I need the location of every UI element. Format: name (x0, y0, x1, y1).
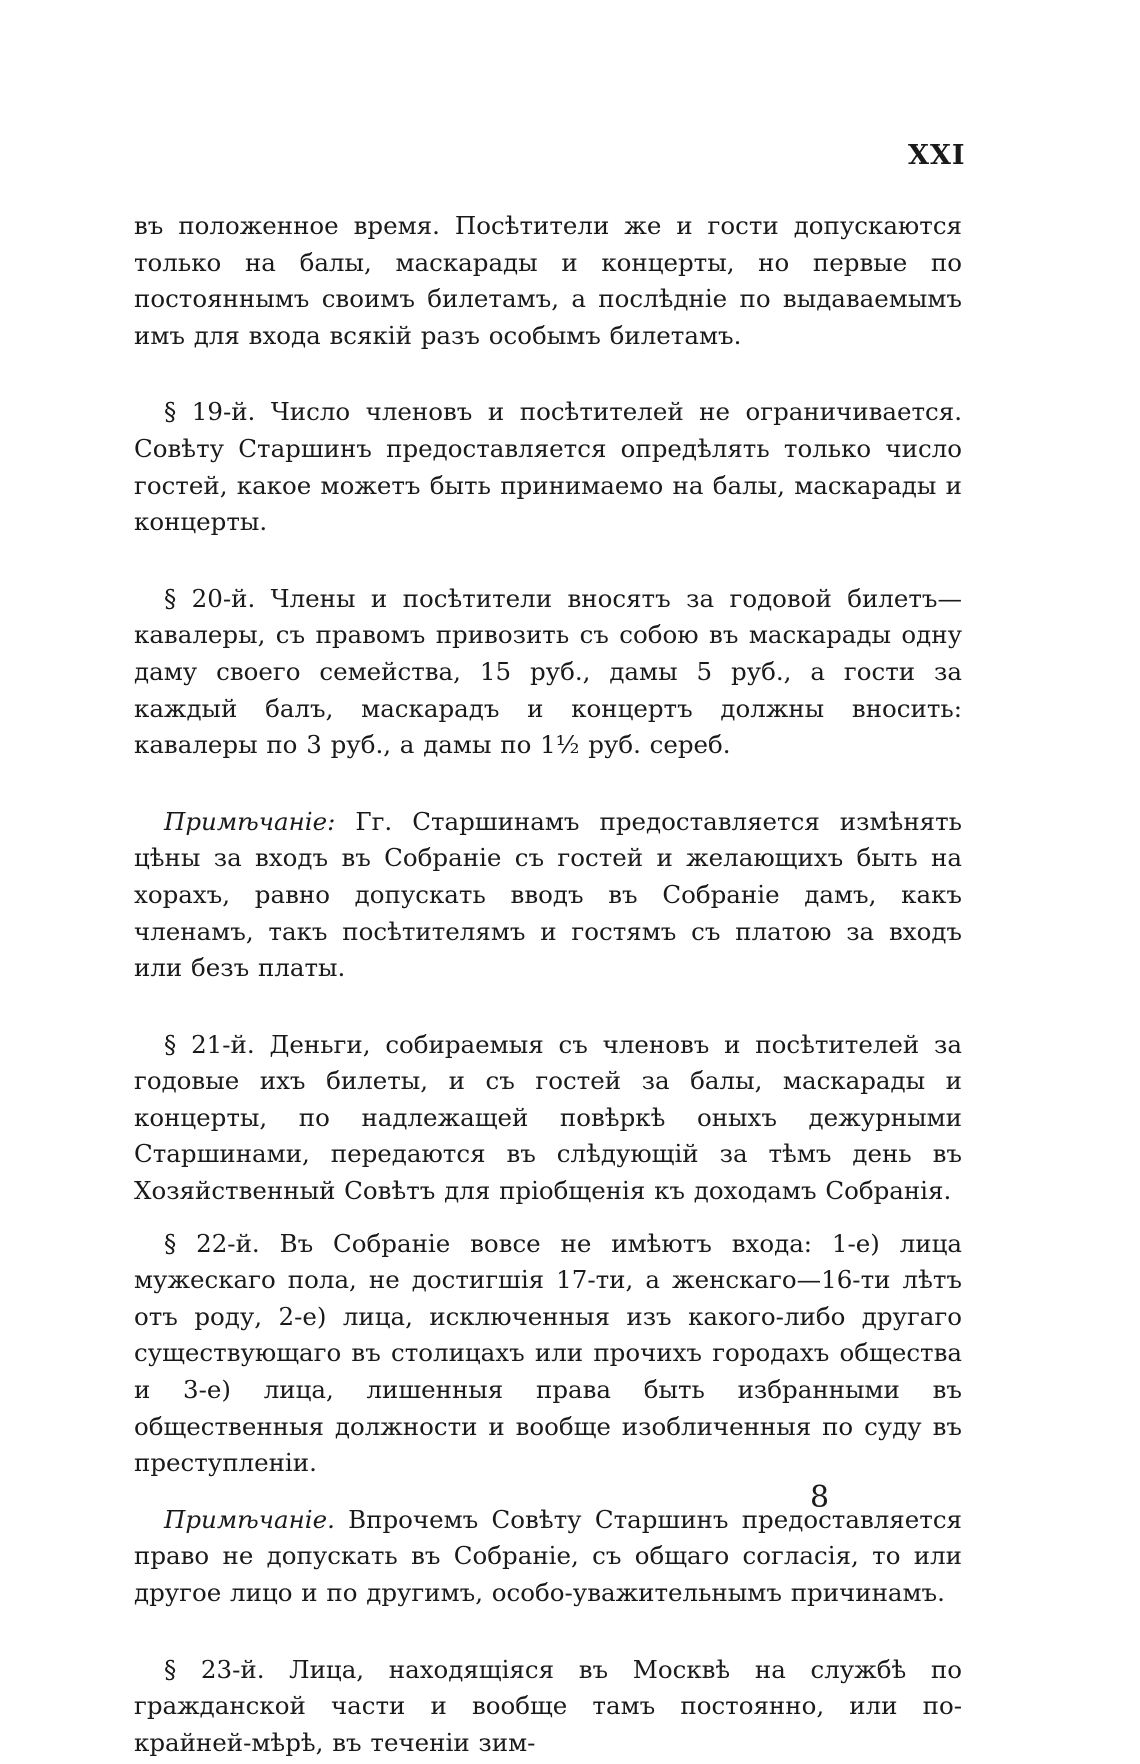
note-1-text: Гг. Старшинамъ предоставляется измѣнять цѣны за входъ въ Собраніе съ гостей и желающихъ быть на хорахъ, равно допускать вводъ въ Собраніе дамъ, какъ членамъ, такъ посѣтителямъ и гостямъ съ платою за входъ или безъ платы. (134, 806, 962, 983)
sheet-signature-mark: 8 (810, 1480, 830, 1515)
section-23: § 23-й. Лица, находящіяся въ Москвѣ на службѣ по гражданской части и вообще тамъ постоянно, или по-крайней-мѣрѣ, въ теченіи зим- (134, 1654, 962, 1757)
section-21: § 21-й. Деньги, собираемыя съ членовъ и посѣтителей за годовые ихъ билеты, и съ гостей за балы, маскарады и концерты, по надлежащей повѣркѣ оныхъ дежурными Старшинами, передаются въ слѣдующій за тѣмъ день въ Хозяйственный Совѣтъ для пріобщенія къ доходамъ Собранія. (134, 1029, 962, 1206)
note-2 (134, 1502, 962, 1612)
section-22: § 22-й. Въ Собраніе вовсе не имѣютъ входа: 1-е) лица мужескаго пола, не достигшія 17-ти, а женскаго—16-ти лѣтъ отъ роду, 2-е) лица, исключенныя изъ какого-либо другаго существующаго въ столицахъ или прочихъ городахъ общества и 3-е) лица, лишенныя права быть избранными въ общественныя должности и вообще изобличенныя по суду въ преступленіи. (134, 1228, 962, 1478)
note-2-label: Примѣчаніе. (164, 1504, 335, 1534)
section-19: § 19-й. Число членовъ и посѣтителей не ограничивается. Совѣту Старшинъ предоставляется опредѣлять только число гостей, какое можетъ быть принимаемо на балы, маскарады и концерты. (134, 397, 962, 537)
note-1 (134, 804, 962, 987)
note-1-label: Примѣчаніе: (164, 806, 336, 836)
note-2-text: Впрочемъ Совѣту Старшинъ предоставляется право не допускать въ Собраніе, съ общаго согласія, то или другое лицо и по другимъ, особо-уважительнымъ причинамъ. (134, 1504, 962, 1607)
paragraph-continuation: въ положенное время. Посѣтители же и гости допускаются только на балы, маскарады и концерты, но первые по постояннымъ своимъ билетамъ, а послѣдніе по выдаваемымъ имъ для входа всякій разъ особымъ билетамъ. (134, 211, 962, 350)
section-20: § 20-й. Члены и посѣтители вносятъ за годовой билетъ—кавалеры, съ правомъ привозить съ собою въ маскарады одну даму своего семейства, 15 руб., дамы 5 руб., а гости за каждый балъ, маскарадъ и концертъ должны вносить: кавалеры по 3 руб., а дамы по 1½ руб. сереб. (134, 583, 962, 760)
page-number: XXI (908, 140, 966, 171)
page-text (134, 208, 962, 1761)
